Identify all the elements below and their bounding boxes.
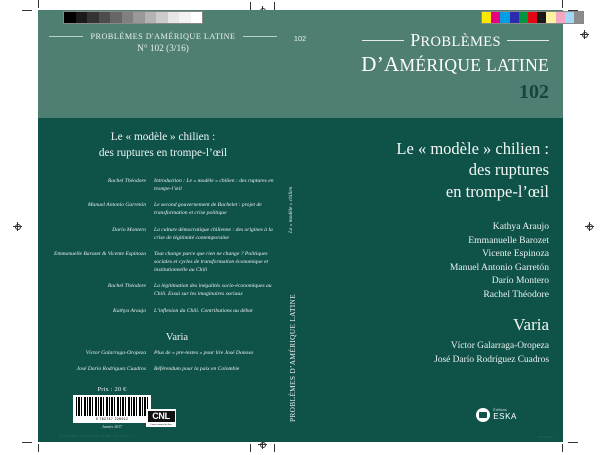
gray-patch	[76, 12, 88, 23]
toc-row	[50, 227, 282, 243]
front-author-list	[312, 220, 563, 302]
spine	[288, 10, 312, 442]
back-header-rule-row	[38, 32, 288, 41]
gray-patch	[168, 12, 180, 23]
back-varia-heading: Varia	[165, 332, 189, 343]
front-cover-masthead	[312, 30, 563, 104]
crop-mark-spine-right-b	[274, 444, 275, 452]
eska-wordmark	[493, 409, 517, 420]
gray-patch	[87, 12, 99, 23]
barcode-number: 9 782747 226912	[95, 416, 129, 421]
toc-author: Rachel Théodore	[107, 283, 146, 290]
barcode	[73, 395, 151, 423]
back-varia-section	[50, 332, 282, 383]
toc-author: Rachel Théodore	[107, 178, 146, 184]
crop-mark-tl-v	[38, 0, 39, 8]
color-patch	[537, 12, 546, 23]
varia-row	[50, 366, 282, 374]
registration-mark-left	[13, 222, 22, 231]
color-patch	[546, 12, 555, 23]
gray-patch	[179, 12, 191, 23]
masthead-rule-right	[507, 40, 549, 41]
front-series-word-amerique-latine: D’AMÉRIQUE LATINE	[361, 52, 549, 76]
gray-patch	[133, 12, 145, 23]
cnl-logo	[146, 409, 176, 427]
price-and-barcode	[68, 386, 156, 429]
front-cover-title	[312, 138, 563, 202]
color-patch	[510, 12, 519, 23]
cnl-logo-subtitle: Centre national du livre	[150, 424, 172, 426]
toc-author: Manuel Antonio Garretón	[87, 202, 146, 209]
toc-title: L’inflexion du Chili. Contributions au débat	[154, 307, 253, 314]
color-patch	[565, 12, 574, 23]
gray-patch	[110, 12, 122, 23]
gray-patch	[145, 12, 157, 23]
back-issue-number: N° 102 (3/16)	[137, 44, 189, 54]
front-varia-heading: Varia	[513, 315, 549, 334]
gray-patch	[191, 12, 203, 23]
eska-name: ESKA	[493, 411, 517, 421]
gray-patch	[156, 12, 168, 23]
author-name: Darío Montero	[491, 275, 549, 287]
toc-title: La légitimation des inégalités socio-économiques au Chili. Essai sur les imaginaires sociaux	[154, 283, 272, 298]
barcode-bars	[76, 397, 148, 416]
color-patch	[491, 12, 500, 23]
gray-patch	[122, 12, 134, 23]
author-name: Emmanuelle Barozet	[468, 234, 549, 246]
crop-mark-br-v	[562, 444, 563, 452]
color-patch	[528, 12, 537, 23]
color-patch	[482, 12, 491, 23]
spine-series-title: PROBLÈMES D’AMÉRIQUE LATINE	[288, 294, 297, 422]
toc-row	[50, 178, 282, 194]
registration-mark-right	[585, 222, 594, 231]
toc-title: La culture démocratique chilienne : des origines à la crise de légitimité contemporaine	[154, 226, 273, 241]
eska-prefix: Éditions	[493, 408, 507, 413]
back-cover-title	[56, 130, 270, 161]
color-patch	[519, 12, 528, 23]
toc-title: Tout change parce que rien ne change ? Politiques sociales et cycles de transformation économique et institutionnelle au Chili	[154, 251, 269, 273]
masthead-rule-left	[362, 40, 404, 41]
toc-row	[50, 251, 282, 275]
back-series-title: PROBLÈMES D'AMÉRIQUE LATINE	[90, 32, 236, 41]
varia-author: José Darío Rodríguez Cuadros	[76, 366, 146, 373]
author-name: Kathya Araujo	[492, 221, 549, 232]
toc-title: Introduction : Le « modèle » chilien : des ruptures en trompe-l’œil	[154, 178, 274, 192]
crop-mark-bl-v	[38, 444, 39, 452]
toc-author: Darío Montero	[112, 226, 146, 233]
varia-author-name: Víctor Galarraga-Oropeza	[450, 341, 549, 351]
front-title-line-2: des ruptures	[468, 160, 549, 180]
front-title-line-3: en trompe-l’œil	[445, 181, 549, 201]
varia-author: Víctor Galarraga-Oropeza	[85, 350, 146, 356]
front-varia-author-list	[312, 340, 563, 367]
back-title-line-2: des ruptures en trompe-l’œil	[98, 146, 228, 159]
cover-artwork	[38, 10, 563, 442]
back-printer-note: Problèmes d'Amérique latine 102.indd 1-3	[60, 434, 136, 438]
registration-mark-tr	[580, 30, 589, 39]
crop-mark-br-h	[568, 442, 578, 443]
toc-author: Emmanuelle Barozet & Vicente Espinoza	[54, 251, 146, 258]
back-title-line-1: Le « modèle » chilien :	[110, 131, 216, 143]
toc-row	[50, 308, 282, 316]
author-name: Vicente Espinoza	[482, 248, 549, 260]
crop-mark-bl-h	[22, 442, 32, 443]
color-control-strip	[481, 11, 584, 24]
crop-mark-spine-left-b	[250, 444, 251, 452]
back-cover-header	[38, 32, 288, 54]
spine-light-band	[288, 10, 312, 118]
toc-row	[50, 283, 282, 299]
color-patch	[500, 12, 509, 23]
spine-subtitle: Le « modèle » chilien	[288, 186, 294, 234]
rule-right	[243, 36, 277, 37]
front-printer-note: 07/02/2017	[537, 435, 553, 439]
price-label: Prix : 20 €	[97, 386, 127, 393]
spine-issue-number: 102	[293, 34, 307, 43]
crop-mark-spine-right	[274, 2, 275, 10]
author-name: Manuel Antonio Garretón	[449, 261, 549, 273]
back-cover	[38, 10, 288, 442]
front-series-word-problemes: PROBLÈMES	[410, 30, 501, 50]
toc-row	[50, 202, 282, 218]
color-patch	[556, 12, 565, 23]
grayscale-control-strip	[63, 11, 203, 24]
front-series-line-1	[312, 30, 549, 51]
varia-title: Référendum pour la paix en Colombie	[154, 366, 240, 373]
author-name: Rachel Théodore	[483, 289, 549, 301]
front-issue-number: 102	[519, 81, 549, 103]
front-cover	[312, 10, 563, 442]
eska-emblem-icon	[476, 408, 490, 422]
crop-mark-spine-left	[250, 2, 251, 10]
gray-patch	[99, 12, 111, 23]
crop-mark-tr-v	[562, 0, 563, 8]
toc-title: Le second gouvernement de Bachelet : projet de transformation et crise politique	[154, 202, 262, 217]
varia-row	[50, 350, 282, 358]
front-title-line-1: Le « modèle » chilien :	[396, 139, 549, 158]
toc-author: Kathya Araujo	[113, 307, 146, 314]
varia-title: Plus de « pre-textes » pour lire José Donoso	[154, 350, 254, 356]
cnl-logo-text: CNL	[148, 411, 175, 422]
gray-patch	[64, 12, 76, 23]
rule-left	[49, 36, 83, 37]
crop-mark-tl-h	[22, 10, 32, 11]
varia-author-name: José Darío Rodríguez Cuadros	[434, 354, 549, 365]
table-of-contents	[50, 178, 282, 324]
barcode-date: Janvier 2017	[102, 425, 122, 429]
color-patch	[574, 12, 583, 23]
eska-publisher-logo	[476, 408, 517, 422]
